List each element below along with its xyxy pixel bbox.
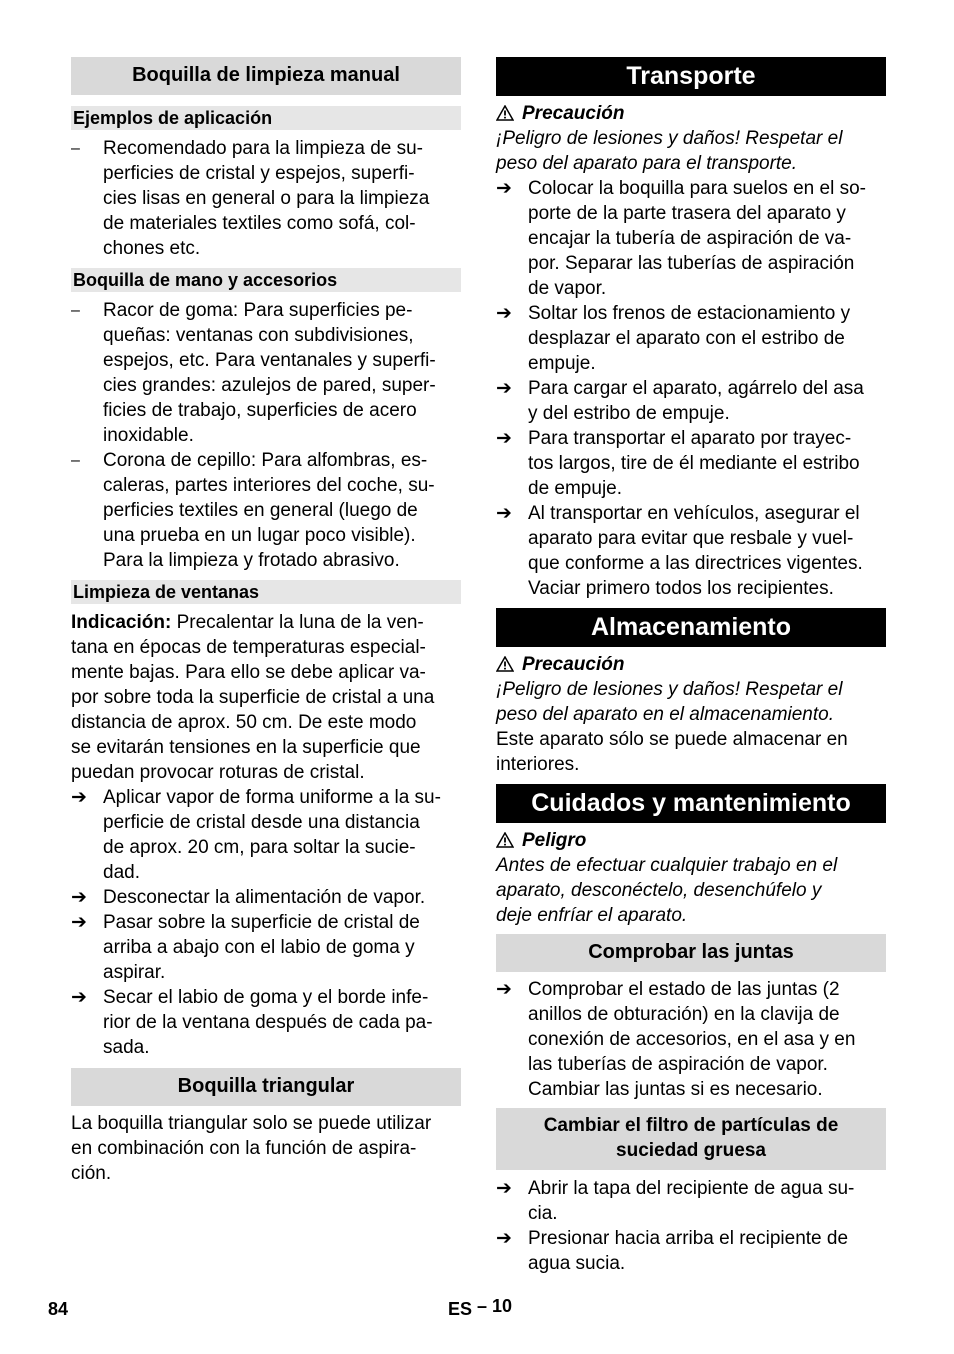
text-line: ción.: [71, 1163, 112, 1184]
text-line: tos largos, tire de él mediante el estribo: [528, 453, 860, 474]
text-line: anillos de obturación) en la clavija de: [528, 1004, 840, 1025]
step-item: [71, 985, 461, 1060]
text-line: puedan provocar roturas de cristal.: [71, 762, 365, 783]
text-line: perficies de cristal y espejos, superfi-: [103, 163, 415, 184]
subheading-application-examples: Ejemplos de aplicación: [71, 106, 461, 130]
text-line: conexión de accesorios, en el asa y en: [528, 1029, 856, 1050]
caution-text: Precaución: [522, 654, 625, 675]
text-line: dad.: [103, 862, 140, 883]
text-line: agua sucia.: [528, 1253, 626, 1274]
text-line: Desconectar la alimentación de vapor.: [103, 887, 426, 908]
text-line: Para la limpieza y frotado abrasivo.: [103, 550, 400, 571]
text-line: inoxidable.: [103, 425, 194, 446]
warning-triangle-icon: [496, 105, 514, 121]
text-line: de vapor.: [528, 278, 607, 299]
text-line: de empuje.: [528, 478, 623, 499]
text-line: Colocar la boquilla para suelos en el so-: [528, 178, 866, 199]
text-line: ficies de trabajo, superficies de acero: [103, 400, 417, 421]
step-item: [71, 910, 461, 985]
footer-page-label: [448, 1298, 512, 1320]
step-item: [496, 426, 886, 501]
text-line: tana en épocas de temperaturas especial-: [71, 637, 426, 658]
text-line: Soltar los frenos de estacionamiento y: [528, 303, 851, 324]
text-line: Antes de efectuar cualquier trabajo en el: [496, 855, 838, 876]
text-line: Vaciar primero todos los recipientes.: [528, 578, 834, 599]
text-line: de aprox. 20 cm, para soltar la sucie-: [103, 837, 416, 858]
text-line: Presionar hacia arriba el recipiente de: [528, 1228, 849, 1249]
text-line: Para transportar el aparato por trayec-: [528, 428, 852, 449]
text-line: Cambiar las juntas si es necesario.: [528, 1079, 823, 1100]
text-line: ¡Peligro de lesiones y daños! Respetar el: [496, 679, 843, 700]
text-line: encajar la tubería de aspiración de va-: [528, 228, 852, 249]
text-line: ¡Peligro de lesiones y daños! Respetar el: [496, 128, 843, 149]
note-text: Precalentar la luna de la ven-: [171, 612, 424, 633]
step-item: [496, 176, 886, 301]
step-item: [496, 501, 886, 601]
step-item: [496, 977, 886, 1102]
text-line: en combinación con la función de aspira-: [71, 1138, 417, 1159]
text-line: Este aparato sólo se puede almacenar en: [496, 729, 848, 750]
caution-label: [496, 652, 886, 677]
text-line: por sobre toda la superficie de cristal a una: [71, 687, 435, 708]
arrow-bullet: ➔: [496, 1228, 512, 1249]
heading-storage: Almacenamiento: [496, 608, 886, 647]
text-line: deje enfríar el aparato.: [496, 905, 688, 926]
text-line: las tuberías de aspiración de vapor.: [528, 1054, 828, 1075]
text-line: mente bajas. Para ello se debe aplicar va-: [71, 662, 426, 683]
left-column: [71, 57, 461, 1186]
text-line: Para cargar el aparato, agárrelo del asa: [528, 378, 864, 399]
right-column: [496, 57, 886, 1276]
text-line: empuje.: [528, 353, 596, 374]
text-line: y del estribo de empuje.: [528, 403, 730, 424]
arrow-bullet: ➔: [496, 503, 512, 524]
text-line: Abrir la tapa del recipiente de agua su-: [528, 1178, 855, 1199]
text-line: desplazar el aparato con el estribo de: [528, 328, 845, 349]
dash-bullet: –: [71, 140, 80, 157]
danger-text: Peligro: [522, 830, 587, 851]
text-line: una prueba en un lugar poco visible).: [103, 525, 416, 546]
arrow-bullet: ➔: [71, 912, 87, 933]
text-line: cies lisas en general o para la limpieza: [103, 188, 430, 209]
text-line: peso del aparato para el transporte.: [496, 153, 798, 174]
dash-bullet: –: [71, 452, 80, 469]
text-line: sada.: [103, 1037, 150, 1058]
heading-triangular-nozzle: Boquilla triangular: [71, 1068, 461, 1106]
sub-page-number: – 10: [477, 1296, 513, 1316]
text-line: suciedad gruesa: [616, 1140, 766, 1161]
text-line: perficie de cristal desde una distancia: [103, 812, 420, 833]
step-item: [496, 1176, 886, 1226]
text-line: por. Separar las tuberías de aspiración: [528, 253, 855, 274]
list-item: [71, 298, 461, 448]
arrow-bullet: ➔: [71, 787, 87, 808]
text-line: Corona de cepillo: Para alfombras, es-: [103, 450, 428, 471]
text-line: peso del aparato en el almacenamiento.: [496, 704, 835, 725]
note-first-line: [71, 610, 461, 635]
text-line: de materiales textiles como sofá, col-: [103, 213, 416, 234]
arrow-bullet: ➔: [496, 303, 512, 324]
warning-triangle-icon: [496, 656, 514, 672]
text-line: Recomendado para la limpieza de su-: [103, 138, 424, 159]
list-item: [71, 448, 461, 573]
heading-transport: Transporte: [496, 57, 886, 96]
warning-triangle-icon: [496, 832, 514, 848]
arrow-bullet: ➔: [496, 979, 512, 1000]
arrow-bullet: ➔: [496, 428, 512, 449]
arrow-bullet: ➔: [71, 987, 87, 1008]
arrow-bullet: ➔: [71, 887, 87, 908]
text-line: Racor de goma: Para superficies pe-: [103, 300, 413, 321]
text-line: aparato para evitar que resbale y vuel-: [528, 528, 854, 549]
text-line: arriba a abajo con el labio de goma y: [103, 937, 415, 958]
arrow-bullet: ➔: [496, 178, 512, 199]
text-line: interiores.: [496, 754, 580, 775]
text-line: porte de la parte trasera del aparato y: [528, 203, 846, 224]
step-item: [496, 376, 886, 426]
text-line: Aplicar vapor de forma uniforme a la su-: [103, 787, 441, 808]
dash-bullet: –: [71, 302, 80, 319]
language-code: ES: [448, 1299, 473, 1319]
text-line: caleras, partes interiores del coche, su-: [103, 475, 435, 496]
text-line: Pasar sobre la superficie de cristal de: [103, 912, 420, 933]
text-line: espejos, etc. Para ventanales y superfi-: [103, 350, 436, 371]
heading-check-joints: Comprobar las juntas: [496, 934, 886, 972]
page-number: 84: [48, 1299, 69, 1319]
text-line: que conforme a las directrices vigentes.: [528, 553, 863, 574]
arrow-bullet: ➔: [496, 1178, 512, 1199]
text-line: cies grandes: azulejos de pared, super-: [103, 375, 436, 396]
text-line: Comprobar el estado de las juntas (2: [528, 979, 840, 1000]
danger-label: [496, 828, 886, 853]
text-line: Cambiar el filtro de partículas de: [543, 1115, 839, 1136]
text-line: aparato, desconéctelo, desenchúfelo y: [496, 880, 822, 901]
heading-manual-nozzle: Boquilla de limpieza manual: [71, 57, 461, 95]
text-line: chones etc.: [103, 238, 201, 259]
step-item: [71, 785, 461, 885]
caution-text: Precaución: [522, 103, 625, 124]
step-item: [496, 1226, 886, 1276]
arrow-bullet: ➔: [496, 378, 512, 399]
text-line: queñas: ventanas con subdivisiones,: [103, 325, 414, 346]
heading-care-maintenance: Cuidados y mantenimiento: [496, 784, 886, 823]
text-line: se evitarán tensiones en la superficie que: [71, 737, 421, 758]
list-item: [71, 136, 461, 261]
subheading-hand-nozzle: Boquilla de mano y accesorios: [71, 268, 461, 292]
text-line: Secar el labio de goma y el borde infe-: [103, 987, 429, 1008]
note-label: Indicación:: [71, 612, 172, 633]
text-line: aspirar.: [103, 962, 166, 983]
text-line: La boquilla triangular solo se puede utilizar: [71, 1113, 432, 1134]
step-item: [496, 301, 886, 376]
text-line: cia.: [528, 1203, 558, 1224]
step-item: [71, 885, 461, 910]
text-line: distancia de aprox. 50 cm. De este modo: [71, 712, 417, 733]
subheading-window-cleaning: Limpieza de ventanas: [71, 580, 461, 604]
caution-label: [496, 101, 886, 126]
text-line: Al transportar en vehículos, asegurar el: [528, 503, 860, 524]
text-line: rior de la ventana después de cada pa-: [103, 1012, 433, 1033]
text-line: perficies textiles en general (luego de: [103, 500, 418, 521]
heading-change-filter: [496, 1108, 886, 1170]
